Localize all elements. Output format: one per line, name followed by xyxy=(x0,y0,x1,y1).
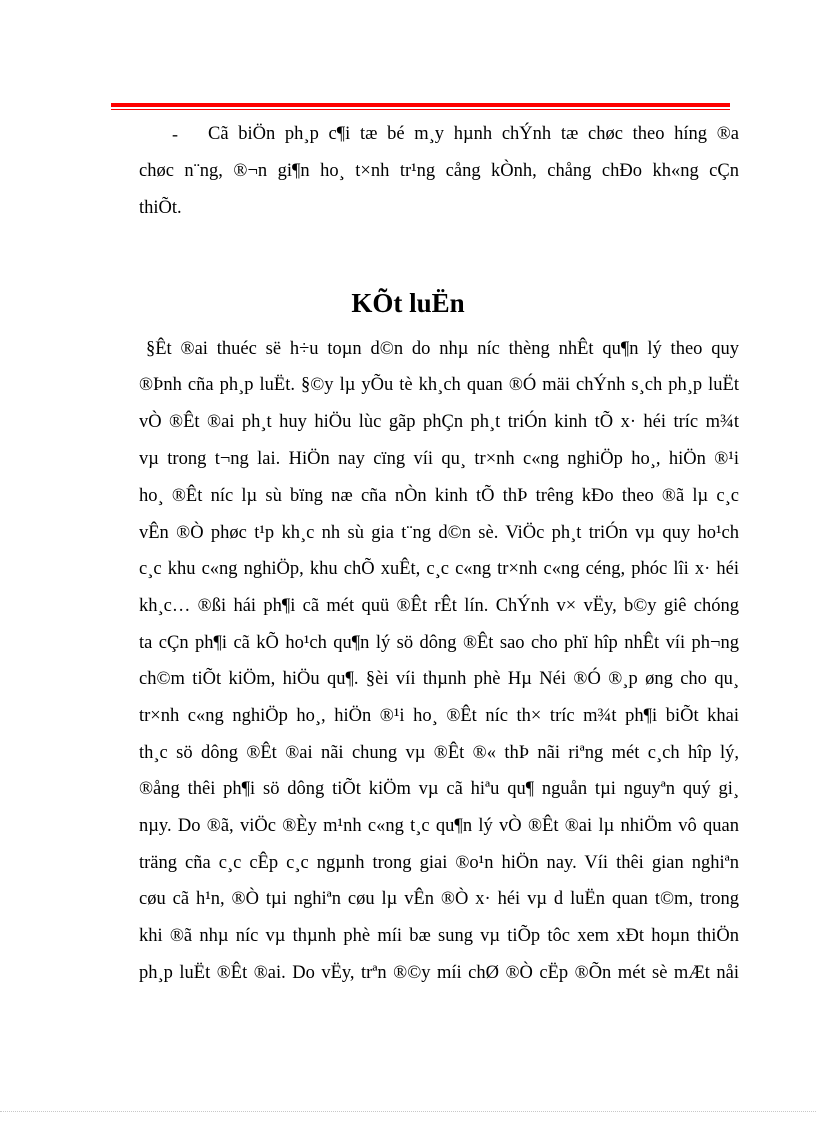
paragraph-line: ph¸p luËt ®Êt ®ai. Do vËy, trªn ®©y míi chØ ®Ò cËp ®Õn mét sè mÆt nåi xyxy=(139,963,739,983)
paragraph-line: vÒ ®Êt ®ai ph¸t huy hiÖu lùc gãp phÇn ph¸t triÓn kinh tÕ x· héi tríc m¾t xyxy=(139,412,739,432)
paragraph-line: khi ®ã nhµ níc vµ thµnh phè míi bæ sung vµ tiÕp tôc xem xÐt hoµn thiÖn xyxy=(139,926,739,946)
page-title: KÕt luËn xyxy=(351,288,465,318)
paragraph-line: vµ trong t¬ng lai. HiÖn nay cïng víi qu¸ tr×nh c«ng nghiÖp ho¸, hiÖn ®¹i xyxy=(139,449,739,469)
paragraph-line: cøu cã h¹n, ®Ò tµi nghiªn cøu lµ vÊn ®Ò x· héi vµ d luËn quan t©m, trong xyxy=(139,889,739,909)
bullet-line-1: Cã biÖn ph¸p c¶i tæ bé m¸y hµnh chÝnh tæ chøc theo híng ®a xyxy=(208,124,739,144)
paragraph-line: kh¸c… ®ßi hái ph¶i cã mét quü ®Êt rÊt lín. ChÝnh v× vËy, b©y giê chóng xyxy=(139,596,739,616)
paragraph-line: tr×nh c«ng nghiÖp ho¸, hiÖn ®¹i ho¸ ®Êt níc th× tríc m¾t ph¶i biÕt khai xyxy=(139,706,739,726)
paragraph-line: nµy. Do ®ã, viÖc ®Èy m¹nh c«ng t¸c qu¶n lý vÒ ®Êt ®ai lµ nhiÖm vô quan xyxy=(139,816,739,836)
paragraph-line: träng cña c¸c cÊp c¸c ngµnh trong giai ®o¹n hiÖn nay. Víi thêi gian nghiªn xyxy=(139,853,739,873)
paragraph-line: th¸c sö dông ®Êt ®ai nãi chung vµ ®Êt ®« thÞ nãi riªng mét c¸ch hîp lý, xyxy=(139,743,739,763)
bullet-dash: - xyxy=(172,124,178,144)
paragraph-line: c¸c khu c«ng nghiÖp, khu chÕ xuÊt, c¸c c«ng tr×nh c«ng céng, phóc lîi x· héi xyxy=(139,559,739,579)
paragraph-line: vÊn ®Ò phøc t¹p kh¸c nh sù gia t¨ng d©n sè. ViÖc ph¸t triÓn vµ quy ho¹ch xyxy=(139,523,739,543)
bullet-line-3: thiÕt. xyxy=(139,198,182,218)
paragraph-line: ®Þnh cña ph¸p luËt. §©y lµ yÕu tè kh¸ch quan ®Ó mäi chÝnh s¸ch ph¸p luËt xyxy=(139,375,739,395)
paragraph-line: ®ång thêi ph¶i sö dông tiÕt kiÖm vµ cã hiªu qu¶ nguån tµi nguyªn quý gi¸ xyxy=(139,779,739,799)
paragraph-line: §Êt ®ai thuéc së h÷u toµn d©n do nhµ níc thèng nhÊt qu¶n lý theo quy xyxy=(146,339,739,359)
paragraph-line: ta cÇn ph¶i cã kÕ ho¹ch qu¶n lý sö dông ®Êt sao cho phï hîp nhÊt víi ph¬ng xyxy=(139,633,739,653)
page-bottom-border xyxy=(0,1111,816,1112)
bullet-line-2: chøc n¨ng, ®¬n gi¶n ho¸ t×nh tr¹ng cång kÒnh, chång chÐo kh«ng cÇn xyxy=(139,161,739,181)
header-rule-thin xyxy=(111,109,730,110)
paragraph-line: ho¸ ®Êt níc lµ sù bïng næ cña nÒn kinh tÕ thÞ trêng kÐo theo ®ã lµ c¸c xyxy=(139,486,739,506)
header-rule-thick xyxy=(111,103,730,107)
paragraph-line: ch©m tiÕt kiÖm, hiÖu qu¶. §èi víi thµnh phè Hµ Néi ®Ó ®¸p øng cho qu¸ xyxy=(139,669,739,689)
